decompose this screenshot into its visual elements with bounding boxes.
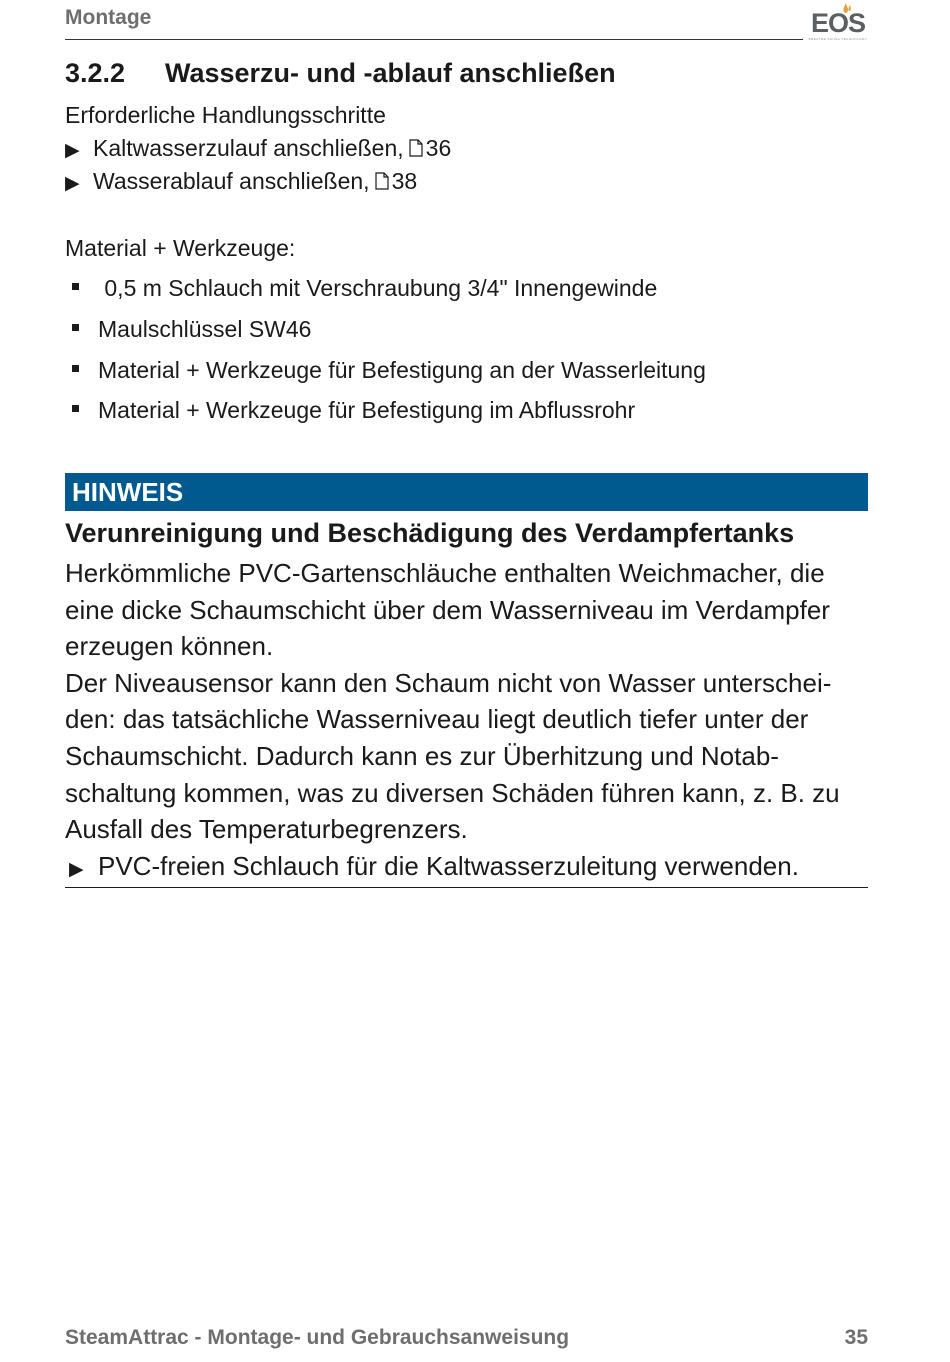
section-number: 3.2.2 (65, 58, 126, 88)
header-section-title: Montage (65, 6, 152, 29)
notice-paragraph (65, 665, 868, 848)
list-item-text: Material + Werkzeuge für Befestigung an der Wasserleitung (98, 357, 706, 383)
notice-action (65, 848, 868, 889)
logo-tagline: BREATHE SAUNA TECHNOLOGY (808, 37, 868, 41)
notice-line: Herkömmliche PVC-Gartenschläuche enthalten Weichmacher, die (65, 558, 825, 588)
notice-label: HINWEIS (72, 477, 184, 507)
list-item (72, 275, 657, 302)
notice-line: schaltung kommen, was zu diversen Schäden führen kann, z. B. zu (65, 777, 840, 808)
list-item (72, 357, 706, 384)
arrow-right-icon: ▶ (65, 140, 80, 161)
notice-line: Ausfall des Temperaturbegrenzers. (65, 814, 468, 845)
bullet-square-icon (72, 283, 79, 290)
bullet-square-icon (72, 324, 79, 331)
bullet-square-icon (72, 365, 79, 372)
step-page-link[interactable]: 36 (425, 135, 452, 161)
notice-line: erzeugen können. (65, 631, 274, 662)
step-item (65, 168, 417, 196)
notice-line: den: das tatsächliche Wasserniveau liegt deutlich tiefer unter der (65, 704, 809, 735)
list-item (72, 316, 311, 343)
notice-divider (65, 887, 868, 888)
notice-body (65, 555, 868, 888)
footer-page-number: 35 (844, 1326, 868, 1349)
materials-heading: Material + Werkzeuge: (65, 235, 296, 261)
bullet-square-icon (72, 405, 79, 412)
header-divider (65, 39, 803, 40)
footer-document-title: SteamAttrac - Montage- und Gebrauchsanweisung (65, 1326, 570, 1349)
arrow-right-icon: ▶ (69, 858, 84, 880)
notice-action-text: PVC-freien Schlauch für die Kaltwasserzuleitung verwenden. (98, 850, 799, 881)
step-page-link[interactable]: 38 (391, 168, 418, 194)
notice-title: Verunreinigung und Beschädigung des Verdampfertanks (65, 518, 795, 548)
page-reference-icon[interactable] (409, 136, 423, 163)
step-item (65, 135, 451, 163)
notice-line: Schaumschicht. Dadurch kann es zur Überhitzung und Notab- (65, 740, 779, 771)
eos-logo (806, 2, 870, 42)
notice-paragraph (65, 555, 868, 665)
list-item-text: Material + Werkzeuge für Befestigung im Abflussrohr (98, 397, 636, 423)
notice-banner (65, 473, 868, 511)
section-title: Wasserzu- und -ablauf anschließen (165, 58, 616, 88)
step-label: Wasserablauf anschließen, (93, 168, 370, 194)
steps-heading: Erforderliche Handlungsschritte (65, 102, 386, 128)
list-item-text: Maulschlüssel SW46 (98, 316, 312, 342)
arrow-right-icon: ▶ (65, 173, 80, 194)
section-heading (65, 58, 616, 89)
logo-text: EOS (810, 8, 866, 38)
step-label: Kaltwasserzulauf anschließen, (93, 135, 404, 161)
page-reference-icon[interactable] (375, 169, 389, 196)
notice-line: Der Niveausensor kann den Schaum nicht von Wasser unterschei- (65, 667, 832, 698)
list-item-text: 0,5 m Schlauch mit Verschraubung 3/4" Innengewinde (98, 275, 658, 301)
notice-line: eine dicke Schaumschicht über dem Wasserniveau im Verdampfer (65, 594, 830, 625)
list-item (72, 397, 635, 424)
